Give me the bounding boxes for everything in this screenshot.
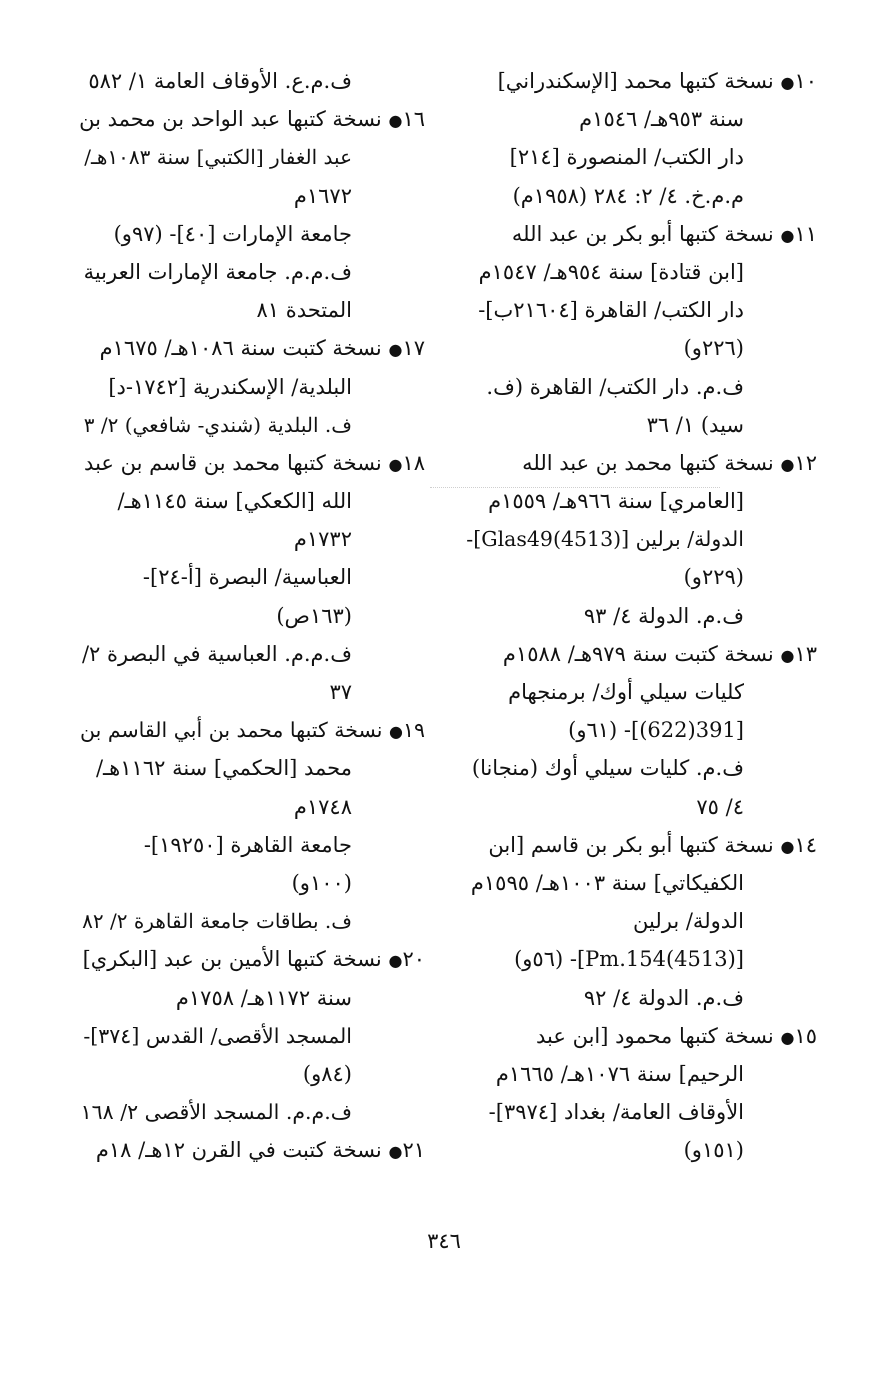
entry-heading <box>462 215 817 253</box>
bullet-icon: ● <box>388 951 403 971</box>
entry-text: نسخة كتبها الأمين بن عبد [البكري] <box>82 947 382 972</box>
entry-text: نسخة كتبها عبد الواحد بن محمد بن <box>79 107 382 132</box>
entry-number: ١٨ <box>402 450 425 475</box>
bullet-icon: ● <box>780 645 795 665</box>
manuscript-entry <box>462 215 817 444</box>
manuscript-entry <box>462 62 817 215</box>
entry-line: عبد الغفار [الكتبي] سنة ١٠٨٣هـ/ <box>84 145 352 170</box>
entry-heading <box>80 100 425 138</box>
entry-line: ف.م. دار الكتب/ القاهرة (ف. <box>486 374 744 399</box>
entry-line: سيد) ١/ ٣٦ <box>646 412 744 437</box>
entry-line: سنة ٩٥٣هـ/ ١٥٤٦م <box>579 107 744 132</box>
bullet-icon: ● <box>389 722 403 742</box>
entry-heading <box>80 444 425 482</box>
entry-line: البلدية/ الإسكندرية [١٧٤٢-د] <box>108 374 352 399</box>
entry-text: نسخة كتبت سنة ٩٧٩هـ/ ١٥٨٨م <box>502 641 774 666</box>
entry-line: ف.م.م. جامعة الإمارات العربية <box>83 259 352 284</box>
manuscript-entry <box>80 940 425 1131</box>
entry-line: ١٦٧٢م <box>293 183 352 208</box>
entry-heading <box>80 711 425 749</box>
entry-line: العباسية/ البصرة [أ-٢٤]- <box>142 565 352 590</box>
bullet-icon: ● <box>388 111 403 131</box>
bullet-icon: ● <box>780 454 795 474</box>
entry-line: [391(622)]- (٦١و) <box>568 718 744 743</box>
manuscript-entry <box>80 444 425 711</box>
entry-line: (٢٢٦و) <box>683 336 744 361</box>
page-number: ٣٤٦ <box>427 1229 461 1253</box>
bullet-icon: ● <box>780 225 795 245</box>
entry-line: م.م.خ. ٤/ ٢: ٢٨٤ (١٩٥٨م) <box>512 183 744 208</box>
entry-line: ف.م.م. المسجد الأقصى ٢/ ١٦٨ <box>80 1100 352 1125</box>
entry-number: ١٤ <box>794 832 817 857</box>
entry-text: نسخة كتبها محمد بن قاسم بن عبد <box>84 450 382 475</box>
manuscript-entry <box>80 329 425 444</box>
entry-text: نسخة كتبها محمد بن أبي القاسم بن <box>80 718 383 743</box>
entry-continuation <box>80 62 425 100</box>
entry-line: (٨٤و) <box>302 1061 352 1086</box>
entry-line: ٤/ ٧٥ <box>696 794 744 819</box>
entry-line: المتحدة ٨١ <box>256 298 352 323</box>
entry-number: ١٧ <box>402 336 425 361</box>
entry-line: الدولة/ برلين <box>633 909 744 934</box>
manuscript-entry <box>462 826 817 1017</box>
entry-number: ٢٠ <box>402 947 425 972</box>
entry-line: ف. البلدية (شندي- شافعي) ٢/ ٣ <box>83 412 352 437</box>
entry-heading <box>462 1017 817 1055</box>
entry-line: دار الكتب/ القاهرة [٢١٦٠٤ب]- <box>478 298 744 323</box>
entry-text: نسخة كتبها أبو بكر بن عبد الله <box>511 221 774 246</box>
entry-number: ١١ <box>794 221 817 246</box>
entry-number: ١٦ <box>402 107 425 132</box>
manuscript-entry <box>462 635 817 826</box>
entry-line: الكفيكاتي] سنة ١٠٠٣هـ/ ١٥٩٥م <box>470 870 744 895</box>
entry-text: نسخة كتبها محمد [الإسكندراني] <box>497 69 774 93</box>
entry-line: المسجد الأقصى/ القدس [٣٧٤]- <box>83 1023 352 1048</box>
entry-text: نسخة كتبها أبو بكر بن قاسم [ابن <box>488 832 774 857</box>
entry-line: محمد [الحكمي] سنة ١١٦٢هـ/ <box>95 756 352 781</box>
entry-heading <box>462 62 817 100</box>
bullet-icon: ● <box>780 73 795 92</box>
bullet-icon: ● <box>388 454 403 474</box>
entry-heading <box>462 826 817 864</box>
entry-heading <box>80 940 425 978</box>
entry-number: ١٢ <box>794 450 817 475</box>
entry-number: ٢١ <box>402 1138 425 1163</box>
entry-line: ف.م. الدولة ٤/ ٩٢ <box>583 985 744 1010</box>
entry-line: ف. بطاقات جامعة القاهرة ٢/ ٨٢ <box>82 909 352 934</box>
entry-line: الدولة/ برلين [Glas49(4513)]- <box>466 527 744 552</box>
right-column <box>462 62 817 1169</box>
entry-line: جامعة القاهرة [١٩٢٥٠]- <box>143 832 352 857</box>
manuscript-entry <box>80 711 425 940</box>
entry-line: (٢٢٩و) <box>683 565 744 590</box>
bullet-icon: ● <box>388 1142 403 1162</box>
entry-line: دار الكتب/ المنصورة [٢١٤] <box>509 145 744 170</box>
entry-line: كليات سيلي أوك/ برمنجهام <box>508 680 744 704</box>
entry-text: نسخة كتبت سنة ١٠٨٦هـ/ ١٦٧٥م <box>99 336 382 361</box>
entry-line: ١٧٤٨م <box>293 794 352 819</box>
manuscript-entry <box>80 1131 425 1169</box>
entry-line: الله [الكعكي] سنة ١١٤٥هـ/ <box>117 489 352 514</box>
manuscript-entry <box>462 1017 817 1170</box>
entry-line: [Pm.154(4513)]- (٥٦و) <box>514 947 744 972</box>
entry-line: ف.م.م. العباسية في البصرة ٢/ <box>81 641 352 666</box>
left-column <box>80 62 425 1169</box>
entry-line: (١٠٠و) <box>291 870 352 895</box>
entry-line: [العامري] سنة ٩٦٦هـ/ ١٥٥٩م <box>488 489 744 514</box>
entry-heading <box>80 329 425 367</box>
entry-line: ٣٧ <box>329 680 352 704</box>
entry-line: جامعة الإمارات [٤٠]- (٩٧و) <box>113 221 352 246</box>
bullet-icon: ● <box>780 1027 795 1047</box>
entry-line: (١٥١و) <box>683 1138 744 1163</box>
entry-text: نسخة كتبها محمد بن عبد الله <box>522 450 774 475</box>
entry-text: ف.م.ع. الأوقاف العامة ١/ ٥٨٢ <box>88 69 352 93</box>
manuscript-entry <box>462 444 817 635</box>
entry-line: الرحيم] سنة ١٠٧٦هـ/ ١٦٦٥م <box>495 1061 744 1086</box>
entry-line: ف.م. كليات سيلي أوك (منجانا) <box>471 756 744 781</box>
bullet-icon: ● <box>388 340 403 360</box>
entry-number: ١٥ <box>794 1023 817 1048</box>
entry-heading <box>462 444 817 482</box>
manuscript-entry <box>80 100 425 329</box>
entry-number: ١٩ <box>402 718 425 743</box>
entry-line: الأوقاف العامة/ بغداد [٣٩٧٤]- <box>488 1100 744 1125</box>
entry-line: ١٧٣٢م <box>293 527 352 552</box>
entry-heading <box>462 635 817 673</box>
entry-line: ف.م. الدولة ٤/ ٩٣ <box>583 603 744 628</box>
entry-heading <box>80 1131 425 1169</box>
entry-line: (١٦٣ص) <box>276 603 352 628</box>
entry-line: سنة ١١٧٢هـ/ ١٧٥٨م <box>175 985 352 1010</box>
entry-number: ١٠ <box>794 69 817 93</box>
entry-text: نسخة كتبت في القرن ١٢هـ/ ١٨م <box>95 1138 382 1163</box>
entry-line: [ابن قتادة] سنة ٩٥٤هـ/ ١٥٤٧م <box>478 259 744 284</box>
bullet-icon: ● <box>780 836 795 856</box>
entry-number: ١٣ <box>794 641 817 666</box>
entry-text: نسخة كتبها محمود [ابن عبد <box>536 1023 774 1048</box>
entry-line <box>80 62 425 100</box>
